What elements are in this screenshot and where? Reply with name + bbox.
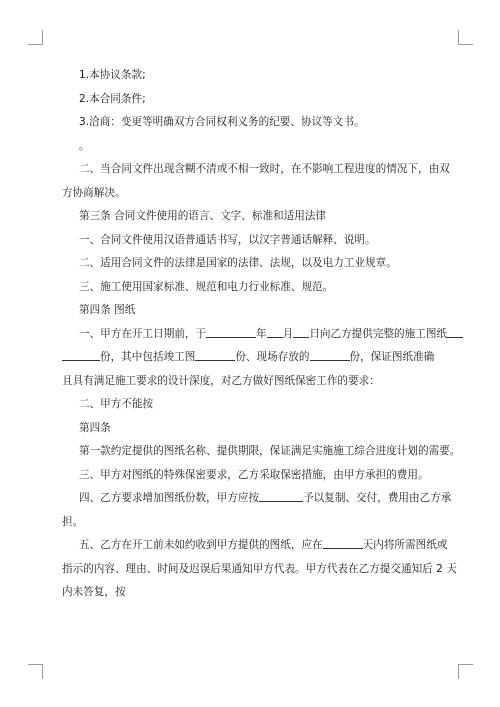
blank-line (310, 349, 350, 361)
corner-mark-top-left (28, 30, 43, 45)
paragraph: 3.洽商：变更等明确双方合同权利义务的纪要、协议等文书。 (79, 116, 365, 128)
paragraph: 2.本合同条件; (79, 92, 146, 105)
section-heading: 第四条 (79, 421, 111, 434)
paragraph: 份，其中包括竣工图 份、现场存放的 份，保证图纸准确 (62, 346, 440, 370)
paragraph: 二、当合同文件出现含糊不清或不相一致时，在不影响工程进度的情况下，由双 (79, 163, 450, 175)
paragraph: 四、乙方要求增加图纸份数，甲方应按 予以复制、交付，费用由乙方承 (79, 492, 452, 504)
document-body (62, 64, 461, 605)
paragraph: 一、甲方在开工日期前，于 年 月 日向乙方提供完整的施工图纸 (62, 323, 440, 347)
paragraph: 三、甲方对图纸的特殊保密要求，乙方采取保密措施，由甲方承担的费用。 (79, 468, 429, 481)
blank-line (323, 537, 363, 549)
corner-mark-top-right (458, 30, 473, 45)
blank-line (195, 349, 235, 361)
paragraph: 。 (79, 139, 90, 152)
corner-mark-bottom-left (28, 664, 43, 679)
paragraph: 三、施工使用国家标准、规范和电力行业标准、规范。 (79, 280, 334, 293)
blank-line (259, 490, 303, 502)
corner-mark-bottom-right (458, 664, 473, 679)
paragraph: 方协商解决。 (62, 186, 126, 199)
blank-line (447, 326, 463, 338)
paragraph: 五、乙方在开工前未如约收到甲方提供的图纸，应在 天内将所需图纸或 (79, 539, 448, 551)
blank-line (206, 326, 256, 338)
paragraph: 且具有满足施工要求的设计深度，对乙方做好图纸保密工作的要求： (62, 374, 380, 387)
paragraph: 担。 (62, 515, 84, 528)
paragraph: 内未答复，按 (62, 586, 126, 598)
blank-line (62, 349, 100, 361)
paragraph: 一、合同文件使用汉语普通话书写，以汉字普通话解释、说明。 (79, 233, 376, 246)
paragraph: 指示的内容、理由、时间及迟误后果通知甲方代表。甲方代表在乙方提交通知后 2 天 (62, 562, 457, 575)
section-heading: 第三条 合同文件使用的语言、文字、标准和适用法律 (79, 210, 327, 222)
blank-line (267, 326, 283, 338)
paragraph: 第一款约定提供的图纸名称、提供期限，保证满足实施施工综合进度计划的需要。 (79, 445, 461, 457)
section-heading: 第四条 图纸 (79, 304, 136, 316)
paragraph: 二、适用合同文件的法律是国家的法律、法规，以及电力工业规章。 (79, 257, 397, 269)
blank-line (293, 326, 309, 338)
paragraph: 二、甲方不能按 (79, 398, 154, 410)
paragraph: 1.本协议条款; (79, 69, 146, 81)
